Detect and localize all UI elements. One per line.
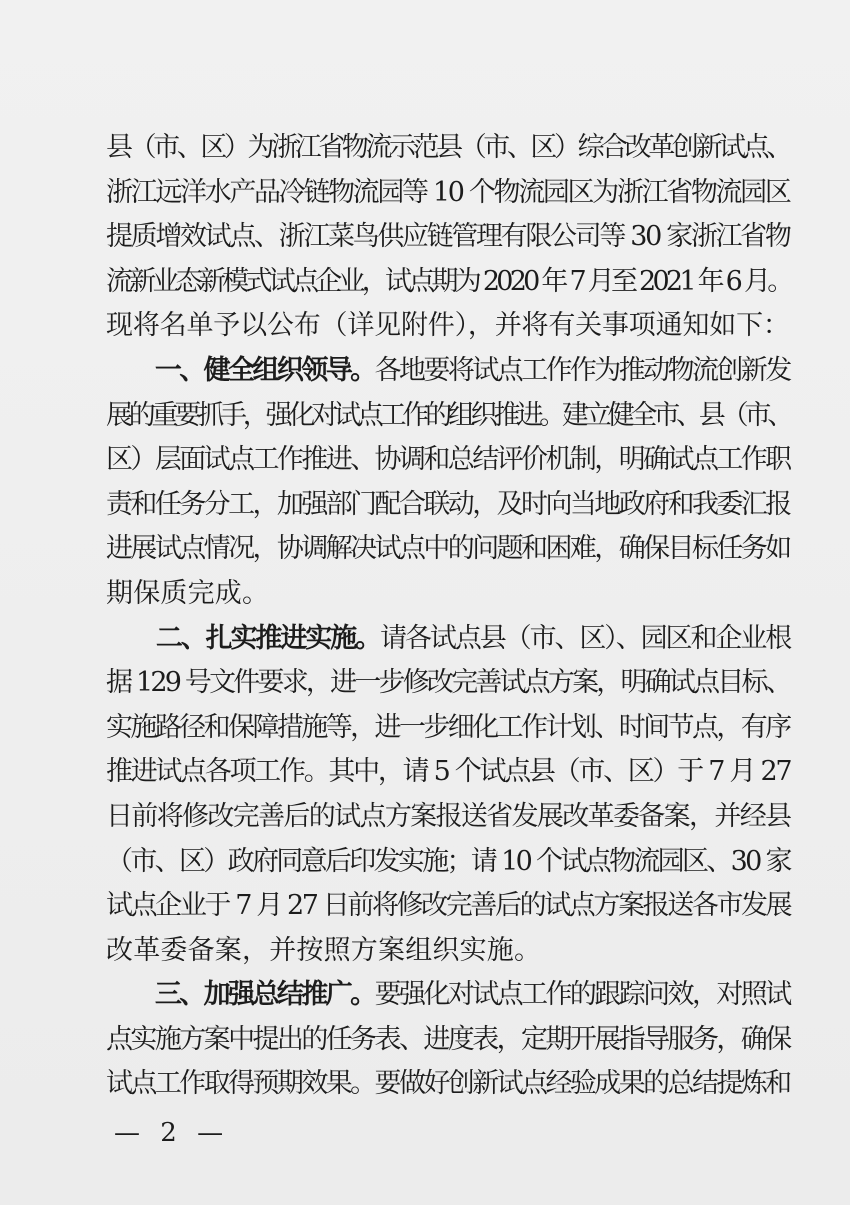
body-text-span: 据 129 号文件要求，进一步修改完善试点方案，明确试点目标、 bbox=[106, 667, 790, 699]
body-text-span: 现将名单予以公布（详见附件），并将有关事项通知如下： bbox=[106, 310, 790, 342]
text-line bbox=[106, 438, 790, 483]
page-number: — 2 — bbox=[114, 1118, 230, 1148]
body-text-span: 试点企业于 7 月 27 日前将修改完善后的试点方案报送各市发展 bbox=[106, 890, 791, 922]
body-text-span: 推进试点各项工作。其中，请 5 个试点县（市、区）于 7 月 27 bbox=[106, 756, 791, 788]
body-text-span: 进展试点情况，协调解决试点中的问题和困难，确保目标任务如 bbox=[106, 533, 790, 565]
text-line bbox=[106, 1062, 790, 1107]
section-heading: 一、健全组织领导。 bbox=[154, 354, 375, 386]
text-line bbox=[106, 483, 790, 528]
text-line bbox=[106, 750, 790, 795]
paragraph bbox=[106, 973, 790, 1107]
text-line bbox=[106, 973, 790, 1018]
text-line bbox=[106, 394, 790, 439]
text-line bbox=[106, 260, 790, 305]
text-line bbox=[106, 304, 790, 349]
text-line bbox=[106, 884, 790, 929]
text-line bbox=[106, 349, 790, 394]
body-text-span: 改革委备案，并按照方案组织实施。 bbox=[106, 934, 542, 966]
text-line bbox=[106, 126, 790, 171]
paragraph bbox=[106, 349, 790, 617]
text-line bbox=[106, 929, 790, 974]
body-text-span: 期保质完成。 bbox=[106, 577, 270, 609]
body-text-span: 各地要将试点工作作为推动物流创新发 bbox=[374, 354, 790, 386]
body-text-span: 流新业态新模式试点企业，试点期为 2020 年 7 月至 2021 年 6 月。 bbox=[106, 265, 791, 297]
section-heading: 三、加强总结推广。 bbox=[154, 979, 375, 1011]
text-line bbox=[106, 795, 790, 840]
document-body bbox=[106, 126, 790, 1107]
body-text-span: 日前将修改完善后的试点方案报送省发展改革委备案，并经县 bbox=[106, 800, 791, 832]
text-line bbox=[106, 527, 790, 572]
text-line bbox=[106, 840, 790, 885]
body-text-span: 实施路径和保障措施等，进一步细化工作计划、时间节点，有序 bbox=[106, 711, 790, 743]
body-text-span: 点实施方案中提出的任务表、进度表，定期开展指导服务，确保 bbox=[106, 1023, 790, 1055]
text-line bbox=[106, 617, 790, 662]
body-text-span: 请各试点县（市、区）、园区和企业根 bbox=[380, 622, 791, 654]
body-text-span bbox=[106, 355, 155, 386]
body-text-span: 要强化对试点工作的跟踪问效，对照试 bbox=[374, 979, 790, 1011]
body-text-span bbox=[106, 979, 155, 1010]
body-text-span: 县（市、区）为浙江省物流示范县（市、区）综合改革创新试点、 bbox=[106, 132, 790, 163]
body-text-span: （市、区）政府同意后印发实施；请 10 个试点物流园区、30 家 bbox=[106, 845, 790, 877]
text-line bbox=[106, 1018, 790, 1063]
paragraph bbox=[106, 617, 790, 974]
text-line bbox=[106, 706, 790, 751]
body-text-span: 展的重要抓手，强化对试点工作的组织推进。建立健全市、县（市、 bbox=[106, 399, 790, 431]
body-text-span bbox=[106, 623, 156, 654]
body-text-span: 区）层面试点工作推进、协调和总结评价机制，明确试点工作职 bbox=[106, 444, 790, 476]
body-text-span: 责和任务分工，加强部门配合联动，及时向当地政府和我委汇报 bbox=[106, 488, 790, 520]
paragraph bbox=[106, 126, 790, 349]
text-line bbox=[106, 215, 790, 260]
body-text-span: 试点工作取得预期效果。要做好创新试点经验成果的总结提炼和 bbox=[106, 1068, 790, 1100]
body-text-span: 提质增效试点、浙江菜鸟供应链管理有限公司等 30 家浙江省物 bbox=[106, 221, 790, 253]
body-text-span: 浙江远洋水产品冷链物流园等 10 个物流园区为浙江省物流园区 bbox=[106, 176, 790, 208]
text-line bbox=[106, 572, 790, 617]
text-line bbox=[106, 171, 790, 216]
section-heading: 二、扎实推进实施。 bbox=[155, 622, 381, 654]
text-line bbox=[106, 661, 790, 706]
